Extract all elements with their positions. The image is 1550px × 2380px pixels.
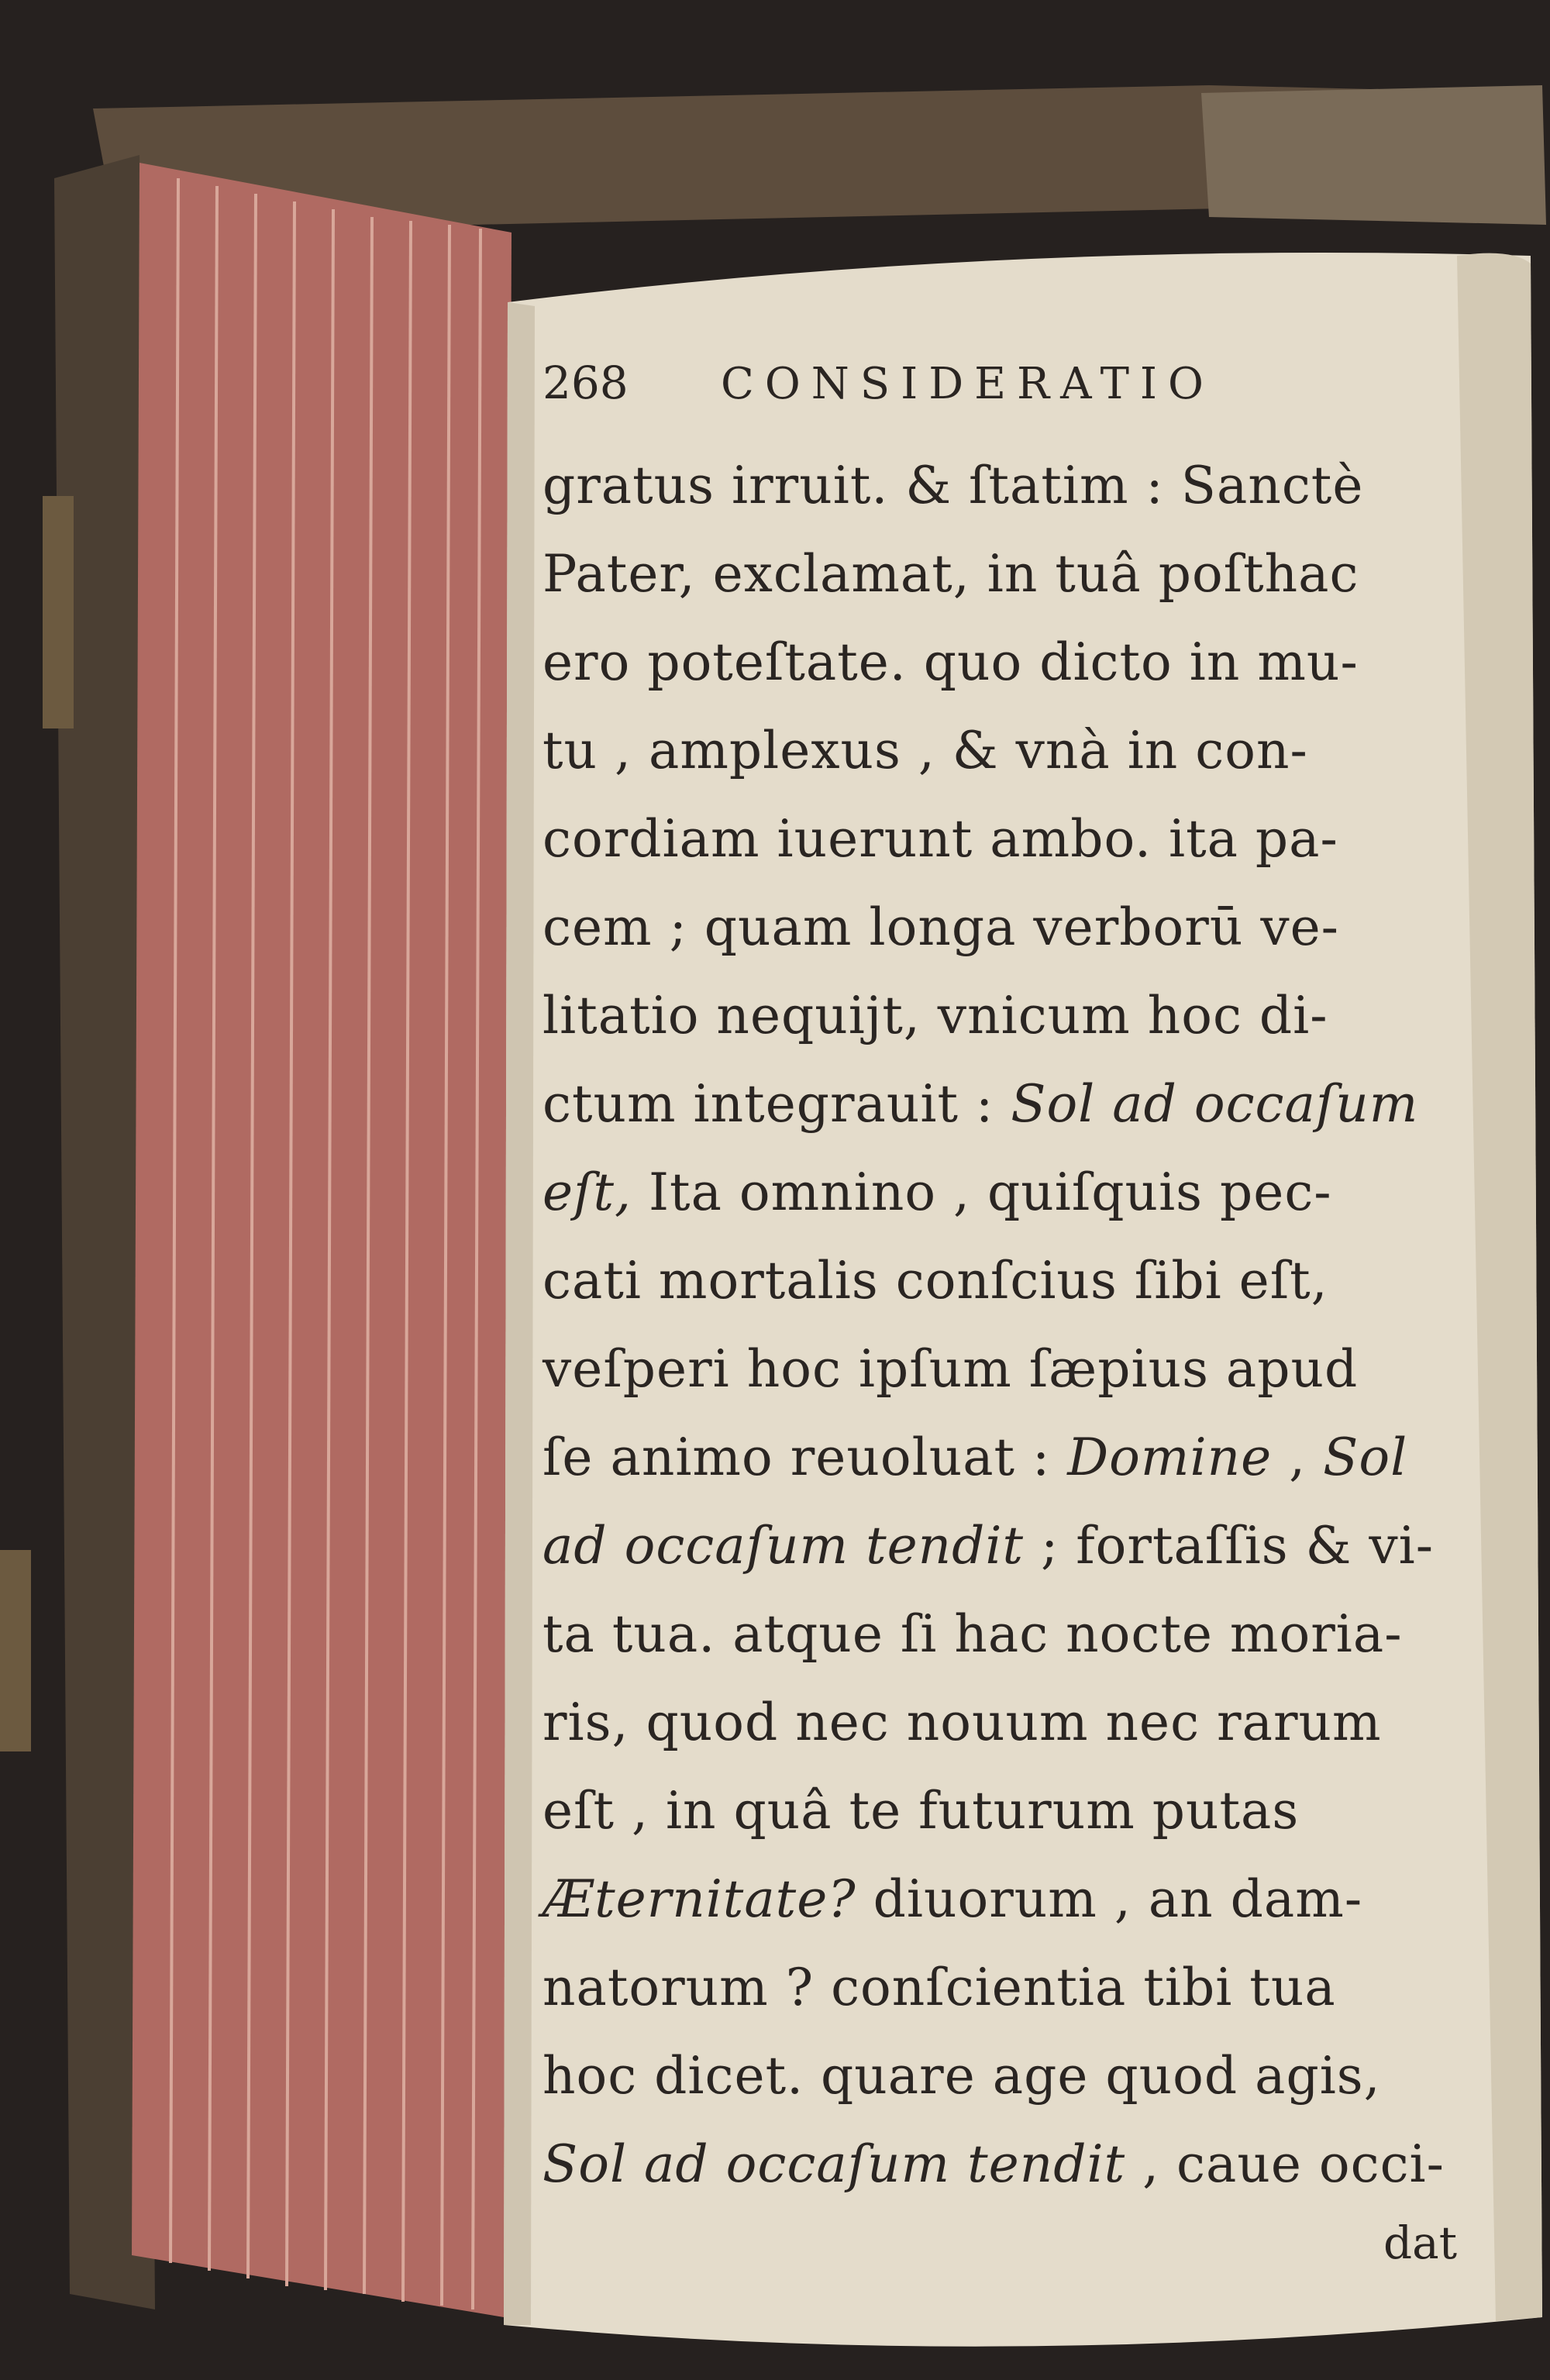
text-segment: ſe animo reuoluat : <box>542 1428 1068 1487</box>
text-segment: cem ; quam longa verborū ve- <box>542 897 1339 957</box>
text-segment: Ita omnino , quiſquis pec- <box>632 1162 1332 1222</box>
italic-segment: ad occaſum tendit <box>542 1516 1025 1576</box>
page-text <box>542 356 1504 2269</box>
italic-segment: Sol <box>1323 1428 1408 1487</box>
text-line <box>542 972 1504 1060</box>
text-segment: tu , amplexus , & vnà in con- <box>542 721 1308 780</box>
text-line <box>542 1237 1504 1325</box>
clasp-hinge-top <box>43 496 74 728</box>
page-edges-red <box>132 163 512 2317</box>
gutter-shadow <box>504 302 535 2325</box>
text-line <box>542 1060 1504 1149</box>
text-line <box>542 1149 1504 1237</box>
catchword: dat <box>1383 2216 1457 2269</box>
text-segment: natorum ? conſcientia tibi tua <box>542 1958 1336 2017</box>
text-segment: hoc dicet. quare age quod agis, <box>542 2046 1381 2106</box>
italic-segment: eſt, <box>542 1162 632 1222</box>
body-text <box>542 442 1504 2209</box>
text-segment: veſperi hoc ipſum ſæpius apud <box>542 1339 1359 1399</box>
text-segment: ris, quod nec nouum nec rarum <box>542 1693 1382 1752</box>
text-segment: Pater, exclamat, in tuâ poſthac <box>542 544 1359 604</box>
text-line <box>542 1767 1504 1855</box>
text-line <box>542 618 1504 707</box>
text-line <box>542 707 1504 795</box>
text-line <box>542 1944 1504 2032</box>
text-segment: , <box>1272 1428 1324 1487</box>
text-line <box>542 442 1504 530</box>
text-line <box>542 1590 1504 1679</box>
text-segment: ta tua. atque ſi hac nocte moria- <box>542 1604 1403 1664</box>
italic-segment: Sol ad occaſum tendit <box>542 2134 1126 2194</box>
text-line <box>542 530 1504 618</box>
text-line <box>542 1855 1504 1944</box>
italic-segment: Æternitate? <box>542 1869 856 1929</box>
text-line <box>542 2120 1504 2209</box>
text-segment: cordiam iuerunt ambo. ita pa- <box>542 809 1338 869</box>
text-segment: eſt , in quâ te futurum putas <box>542 1781 1300 1841</box>
text-segment: ero poteſtate. quo dicto in mu- <box>542 632 1359 692</box>
text-segment: diuorum , an dam- <box>856 1869 1363 1929</box>
italic-segment: Domine <box>1067 1428 1273 1487</box>
text-segment: ; fortaſſis & vi- <box>1024 1516 1435 1576</box>
text-line <box>542 1679 1504 1767</box>
running-title: CONSIDERATIO <box>721 359 1214 409</box>
text-line <box>542 2032 1504 2120</box>
text-line <box>542 883 1504 972</box>
text-segment: cati mortalis conſcius ſibi eſt, <box>542 1251 1328 1311</box>
text-line <box>542 1502 1504 1590</box>
page-header <box>542 356 1504 426</box>
text-segment: , caue occi- <box>1125 2134 1445 2194</box>
italic-segment: Sol ad occaſum <box>1011 1074 1419 1134</box>
page-number: 268 <box>542 356 629 409</box>
clasp-hinge-bottom <box>0 1550 31 1751</box>
text-segment: ctum integrauit : <box>542 1074 1011 1134</box>
text-segment: gratus irruit. & ſtatim : Sanctè <box>542 456 1364 515</box>
text-line <box>542 1414 1504 1502</box>
text-line <box>542 795 1504 883</box>
text-segment: litatio nequijt, vnicum hoc di- <box>542 986 1328 1045</box>
spine-clasp <box>1201 85 1546 225</box>
text-line <box>542 1325 1504 1414</box>
